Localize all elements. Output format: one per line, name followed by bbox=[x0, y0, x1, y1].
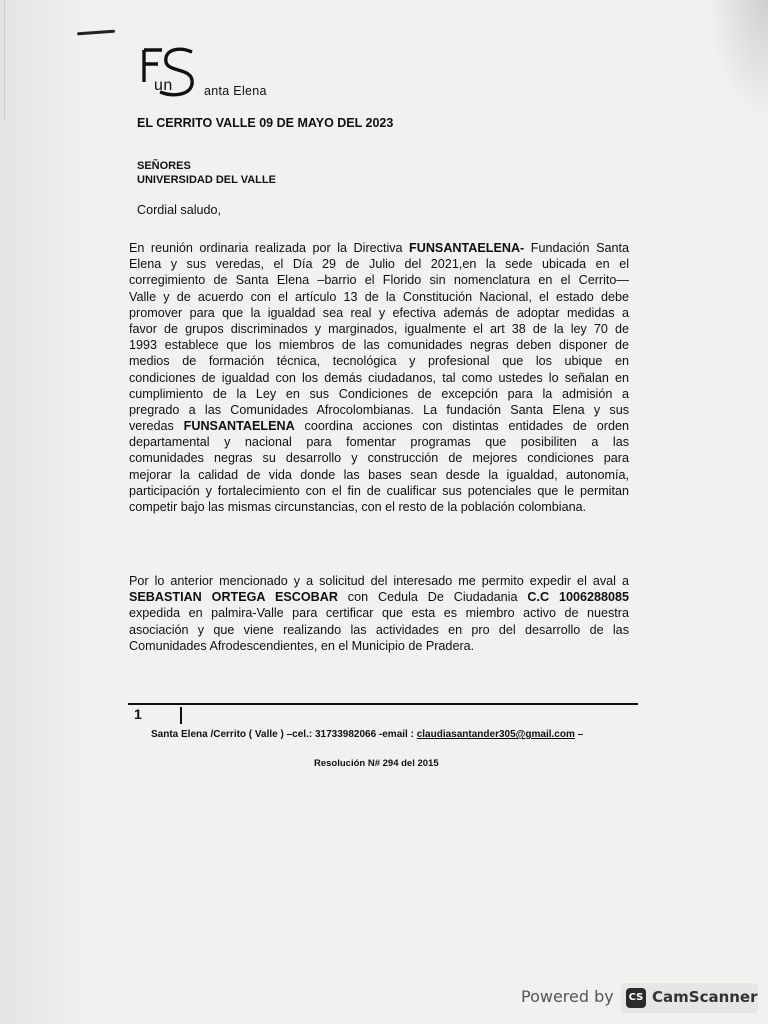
page-number: 1 bbox=[134, 706, 142, 722]
paragraph-line: promover para que la igualdad sea real y efectiva además de adoptar medidas a bbox=[129, 305, 629, 320]
paragraph-line: corregimiento de Santa Elena –barrio el Florido sin nomenclatura en el Cerrito— bbox=[129, 273, 629, 288]
page-number-bar bbox=[180, 707, 182, 724]
paragraph-line: favor de grupos discriminados y marginados, igualmente el art 38 de la ley 70 de bbox=[129, 321, 629, 336]
paragraph-line: medios de formación técnica, tecnológica y profesional que los ubique en bbox=[129, 354, 629, 369]
paragraph-line: asociación y que viene realizando las actividades en pro del desarrollo de las bbox=[129, 622, 629, 637]
paragraph-line: participación y fortalecimiento con el fin de cualificar sus potenciales que le permitan bbox=[129, 483, 629, 498]
paragraph-line: cumplimiento de la Ley en sus Condiciones de excepción para la admisión a bbox=[129, 386, 629, 401]
addressee-line-1: SEÑORES bbox=[137, 160, 191, 172]
paragraph-line: comunidades negras su desarrollo y construcción de mejores condiciones para bbox=[129, 451, 629, 466]
footer-contact bbox=[151, 727, 583, 743]
paragraph-line: competir bajo las mismas circunstancias, con el resto de la población colombiana. bbox=[129, 500, 587, 514]
paragraph-line: condiciones de igualdad con los demás ciudadanos, tal como ustedes lo señalan en bbox=[129, 370, 629, 385]
paragraph-line: departamental y nacional para fomentar programas que posibiliten a las bbox=[129, 435, 629, 450]
greeting: Cordial saludo, bbox=[137, 203, 222, 217]
paragraph-line: En reunión ordinaria realizada por la Directiva FUNSANTAELENA- Fundación Santa bbox=[129, 241, 629, 255]
paragraph-line: mejorar la calidad de vida donde las bases sean desde la igualdad, autonomía, bbox=[129, 467, 629, 482]
footer-contact-prefix: Santa Elena /Cerrito ( Valle ) –cel.: 31733982066 -email : bbox=[151, 729, 417, 740]
addressee-line-2: UNIVERSIDAD DEL VALLE bbox=[137, 174, 276, 186]
resolution: Resolución N# 294 del 2015 bbox=[314, 758, 439, 769]
logo-text-un: un bbox=[154, 77, 173, 94]
paragraph-line: SEBASTIAN ORTEGA ESCOBAR con Cedula De Ciudadania C.C 1006288085 bbox=[129, 590, 629, 605]
footer-divider bbox=[128, 703, 638, 705]
addressee bbox=[137, 159, 276, 187]
footer-email[interactable]: claudiasantander305@gmail.com bbox=[416, 729, 575, 740]
logo-text-anta-elena: anta Elena bbox=[204, 84, 267, 98]
scan-shadow-corner bbox=[708, 0, 768, 120]
body-paragraph-2 bbox=[129, 573, 629, 654]
body-paragraph-1 bbox=[129, 240, 629, 515]
camscanner-icon: CS bbox=[626, 988, 646, 1008]
powered-by-text: Powered by bbox=[521, 987, 614, 1006]
paragraph-line: pregrado a las Comunidades Afrocolombianas. La fundación Santa Elena y sus bbox=[129, 402, 629, 417]
footer-contact-suffix: – bbox=[574, 729, 584, 740]
paragraph-line: Elena y sus veredas, el Día 29 de Julio del 2021,en la sede ubicada en el bbox=[129, 257, 629, 272]
paragraph-line: Por lo anterior mencionado y a solicitud del interesado me permito expedir el aval a bbox=[129, 574, 629, 588]
city-date: EL CERRITO VALLE 09 DE MAYO DEL 2023 bbox=[137, 116, 394, 130]
scan-edge bbox=[4, 0, 5, 120]
letterhead-logo bbox=[140, 44, 280, 104]
scan-shadow-left bbox=[0, 0, 90, 1024]
paragraph-line: Valle y de acuerdo con el artículo 13 de la Constitución Nacional, el estado debe bbox=[129, 289, 629, 304]
paragraph-line: 1993 establece que los miembros de las comunidades negras deben disponer de bbox=[129, 338, 629, 353]
paragraph-line: Comunidades Afrodescendientes, en el Municipio de Pradera. bbox=[129, 638, 475, 653]
paragraph-line: expedida en palmira-Valle para certificar que esta es miembro activo de nuestra bbox=[129, 606, 629, 621]
paragraph-line: veredas FUNSANTAELENA coordina acciones con distintas entidades de orden bbox=[129, 419, 629, 434]
camscanner-name: CamScanner bbox=[652, 988, 758, 1006]
